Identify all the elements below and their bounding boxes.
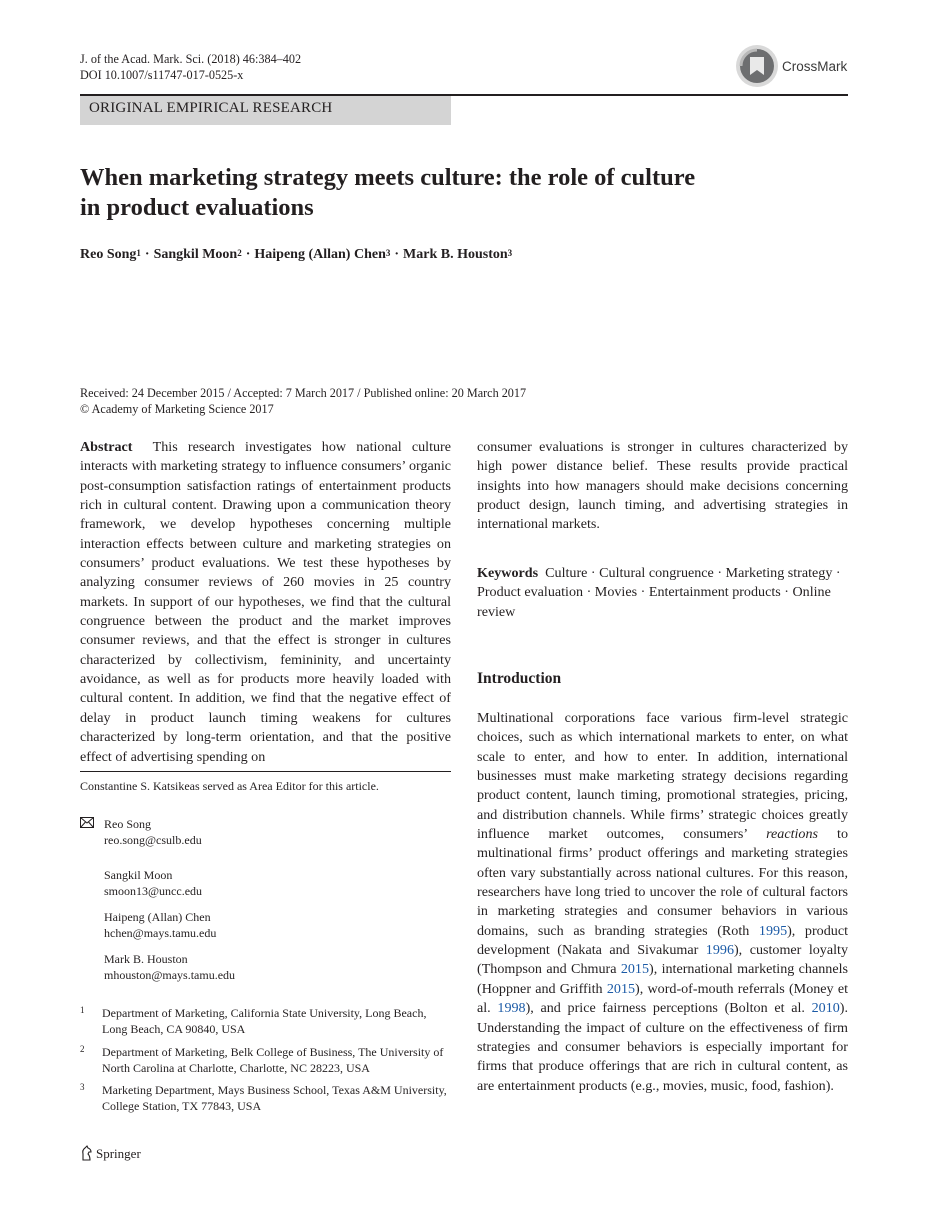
intro-text: ), and price fairness perceptions (Bolton et al. [525,1000,805,1017]
affiliation-text: Department of Marketing, Belk College of Business, The University of North Carolina at Charlotte, Charlotte, NC 28223, USA [102,1045,444,1075]
author-affiliation-mark: 2 [237,248,242,258]
author-name[interactable]: Mark B. Houston [403,247,508,262]
article-category-label: ORIGINAL EMPIRICAL RESEARCH [89,100,333,116]
author-list [80,247,512,263]
affiliation-text: Marketing Department, Mays Business School, Texas A&M University, College Station, TX 77843, USA [102,1083,447,1113]
affiliation-number: 2 [80,1044,85,1054]
intro-text: ), word-of-mouth referrals (Money et al. [477,980,848,1017]
contact-email[interactable]: smoon13@uncc.edu [104,884,203,898]
contact-name: Mark B. Houston [104,952,188,966]
springer-horse-icon [80,1145,94,1161]
keywords-text: Culture · Cultural congruence · Marketing strategy · Product evaluation · Movies · Entertainment products · Online review [477,565,841,620]
contact-entry [104,909,216,941]
intro-emphasis: reactions [766,826,819,843]
crossmark-icon [735,44,779,88]
intro-text: ). Understanding the impact of culture on the effectiveness of firm strategies and consumer behaviors is especially important for firms that produce offerings that are rich in cultural content, as are entertainment products (e.g., movies, music, food, fashion). [477,1000,849,1094]
contact-name: Reo Song [104,817,152,831]
intro-text: ), product development (Nakata and Sivakumar [477,922,848,959]
affiliation-number: 3 [80,1082,85,1092]
abstract-label: Abstract [80,439,133,455]
intro-text: to multinational firms’ product offerings and marketing strategies often vary substantially across national cultures. For this reason, researchers have long tried to uncover the role of cultural factors in marketing strategies and consumer behaviors in various domains, such as branding strategies (Roth [477,826,848,939]
received-accepted-line: Received: 24 December 2015 / Accepted: 7 March 2017 / Published online: 20 March 2017 [80,386,527,400]
separator: · [394,247,400,262]
citation-link[interactable]: 1995 [758,922,788,939]
author-name[interactable]: Reo Song [80,247,137,262]
keywords-label: Keywords [477,565,539,581]
intro-text: Multinational corporations face various firm-level strategic choices, such as which international markets to enter, on what scale to enter, and how to enter. In addition, international businesses must make marketing strategy decisions regarding product content, launch timing, promotional strategies, pricing, and distribution channels. While firms’ strategic choices greatly influence market outcomes, consumers’ [477,710,848,843]
article-title: When marketing strategy meets culture: the role of culture in product evaluations [80,164,696,221]
abstract-text: This research investigates how national culture interacts with marketing strategy to influence consumers’ organic post-consumption satisfaction ratings of entertainment products rich in cultural content. Drawing upon a communication theory framework, we develop hypotheses concerning multiple interaction effects between culture and marketing strategies on consumers’ product evaluations. We test these hypotheses by analyzing consumer reviews of 260 movies in 25 country markets. In support of our hypotheses, we find that the cultural congruence between the product and the market improves consumer reviews, and that the effect is stronger in cultures characterized by collectivism, femininity, and uncertainty avoidance, as well as for products more heavily loaded with cultural content. In addition, we find that the negative effect of delay in product launch timing weakens for cultures characterized by long-term orientation, and that the positive effect of advertising spending on [80,439,452,765]
contact-name: Sangkil Moon [104,868,173,882]
publication-dates [80,386,526,417]
copyright-line: © Academy of Marketing Science 2017 [80,401,274,416]
editor-note: Constantine S. Katsikeas served as Area Editor for this article. [80,779,379,793]
journal-citation [80,51,301,83]
separator: · [144,247,150,262]
contact-email[interactable]: hchen@mays.tamu.edu [104,926,217,940]
contact-email[interactable]: reo.song@csulb.edu [104,833,202,847]
journal-citation-line: J. of the Acad. Mark. Sci. (2018) 46:384–402 [80,52,302,66]
intro-text: ), international marketing channels (Hoppner and Griffith [477,961,848,997]
affiliation-number: 1 [80,1005,85,1015]
author-affiliation-mark: 3 [507,248,513,258]
envelope-icon [80,817,96,829]
contact-entry [104,867,202,899]
intro-text: ), customer loyalty (Thompson and Chmura [477,942,848,978]
contact-entry [104,816,202,848]
citation-link[interactable]: 2010 [811,1000,840,1017]
publisher-footer [80,1145,141,1162]
citation-link[interactable]: 2015 [620,961,650,978]
citation-link[interactable]: 1998 [497,1000,526,1017]
author-name[interactable]: Sangkil Moon [153,247,238,262]
crossmark-badge[interactable] [735,44,855,90]
separator: · [245,247,251,262]
abstract-continuation: consumer evaluations is stronger in cultures characterized by high power distance belief. These results provide practical insights into how managers should make decisions concerning product design, launch timing, and advertising strategies in international markets. [477,439,848,533]
author-affiliation-mark: 1 [136,248,141,258]
contact-entry [104,951,235,983]
article-category [80,96,451,125]
author-name[interactable]: Haipeng (Allan) Chen [254,247,386,262]
citation-link[interactable]: 1996 [705,942,734,959]
contact-email[interactable]: mhouston@mays.tamu.edu [104,968,236,982]
introduction-paragraph [477,709,848,1096]
contact-name: Haipeng (Allan) Chen [104,910,211,924]
author-affiliation-mark: 3 [385,248,391,258]
doi-line[interactable]: DOI 10.1007/s11747-017-0525-x [80,68,244,82]
publisher-name: Springer [96,1146,141,1161]
footnote-rule [80,771,451,772]
abstract [80,438,451,767]
citation-link[interactable]: 2015 [606,980,636,997]
section-heading: Introduction [477,670,562,687]
keywords [477,564,848,622]
crossmark-label: CrossMark [782,59,848,74]
affiliation-text: Department of Marketing, California State University, Long Beach, Long Beach, CA 90840, USA [102,1006,427,1036]
